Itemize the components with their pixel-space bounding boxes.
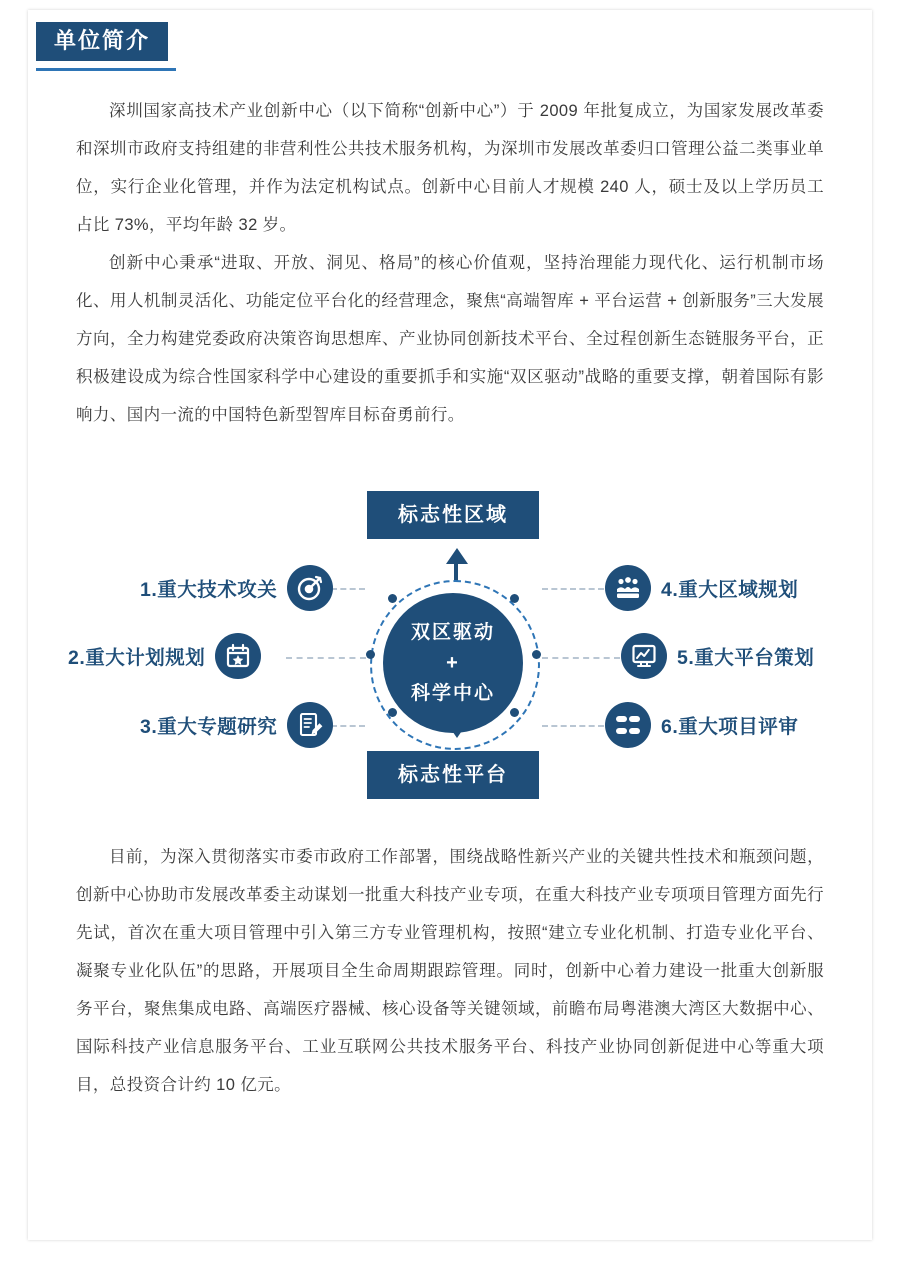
section-tag-underline (36, 68, 176, 71)
diagram-item-5[interactable] (621, 633, 814, 679)
target-icon (287, 565, 333, 611)
grid-blocks-icon (605, 702, 651, 748)
diagram-item-2-label: 2.重大计划规划 (68, 647, 206, 669)
people-group-icon (605, 565, 651, 611)
diagram-item-4[interactable] (605, 565, 798, 611)
intro-paragraph-block (76, 92, 824, 434)
connector-item-6 (542, 725, 604, 727)
diagram-item-3[interactable] (140, 702, 333, 748)
section-tag: 单位简介 (36, 22, 168, 61)
bottom-paragraph-block (76, 838, 824, 1104)
paragraph-intro-1: 深圳国家高技术产业创新中心（以下简称“创新中心”）于 2009 年批复成立，为国家发展改革委和深圳市政府支持组建的非营利性公共技术服务机构，为深圳市发展改革委归口管理公益二类事业单位，实行企业化管理，并作为法定机构试点。创新中心目前人才规模 240 人，硕士及以上学历员工占比 73%，平均年龄 32 岁。 (76, 102, 824, 234)
ring-dot-left (366, 650, 375, 659)
paragraph-bottom-1: 目前，为深入贯彻落实市委市政府工作部署，围绕战略性新兴产业的关键共性技术和瓶颈问题，创新中心协助市发展改革委主动谋划一批重大科技产业专项，在重大科技产业专项项目管理方面先行先试，首次在重大项目管理中引入第三方专业管理机构，按照“建立专业化机制、打造专业化平台、凝聚专业化队伍”的思路，开展项目全生命周期跟踪管理。同时，创新中心着力建设一批重大创新服务平台，聚焦集成电路、高端医疗器械、核心设备等关键领域，前瞻布局粤港澳大湾区大数据中心、国际科技产业信息服务平台、工业互联网公共技术服务平台、科技产业协同创新促进中心等重大项目，总投资合计约 10 亿元。 (76, 848, 824, 1094)
paragraph-intro-2: 创新中心秉承“进取、开放、洞见、格局”的核心价值观，坚持治理能力现代化、运行机制市场化、用人机制灵活化、功能定位平台化的经营理念，聚焦“高端智库 + 平台运营 + 创新服务”三大发展方向，全力构建党委政府决策咨询思想库、产业协同创新技术平台、全过程创新生态链服务平台，正积极建设成为综合性国家科学中心建设的重要抓手和实施“双区驱动”战略的重要支撑，朝着国际有影响力、国内一流的中国特色新型智库目标奋勇前行。 (76, 254, 824, 424)
calendar-star-icon (215, 633, 261, 679)
strategy-diagram (58, 470, 848, 820)
diagram-item-2[interactable] (68, 633, 261, 679)
connector-item-4 (542, 588, 604, 590)
core-plus: + (446, 651, 460, 674)
diagram-item-1[interactable] (140, 565, 333, 611)
diagram-item-6[interactable] (605, 702, 798, 748)
screen-chart-icon (621, 633, 667, 679)
ring-dot-top-left (388, 594, 397, 603)
ring-dot-right (532, 650, 541, 659)
connector-item-2 (286, 657, 366, 659)
arrow-down-icon (446, 722, 468, 738)
arrow-up-icon (446, 548, 468, 564)
diagram-top-box: 标志性区域 (367, 491, 539, 539)
core-line-1: 双区驱动 (410, 622, 495, 644)
diagram-item-4-label: 4.重大区域规划 (661, 579, 799, 601)
diagram-item-3-label: 3.重大专题研究 (140, 716, 278, 738)
ring-dot-top-right (510, 594, 519, 603)
ring-dot-bottom-right (510, 708, 519, 717)
diagram-item-5-label: 5.重大平台策划 (677, 647, 815, 669)
arrow-up-stem (454, 562, 458, 582)
diagram-bottom-box: 标志性平台 (367, 751, 539, 799)
ring-dot-bottom-left (388, 708, 397, 717)
core-line-2: 科学中心 (410, 682, 495, 704)
document-pen-icon (287, 702, 333, 748)
diagram-item-6-label: 6.重大项目评审 (661, 716, 799, 738)
diagram-item-1-label: 1.重大技术攻关 (140, 579, 278, 601)
connector-item-5 (542, 657, 620, 659)
document-page (28, 10, 872, 1240)
diagram-core (383, 593, 523, 733)
